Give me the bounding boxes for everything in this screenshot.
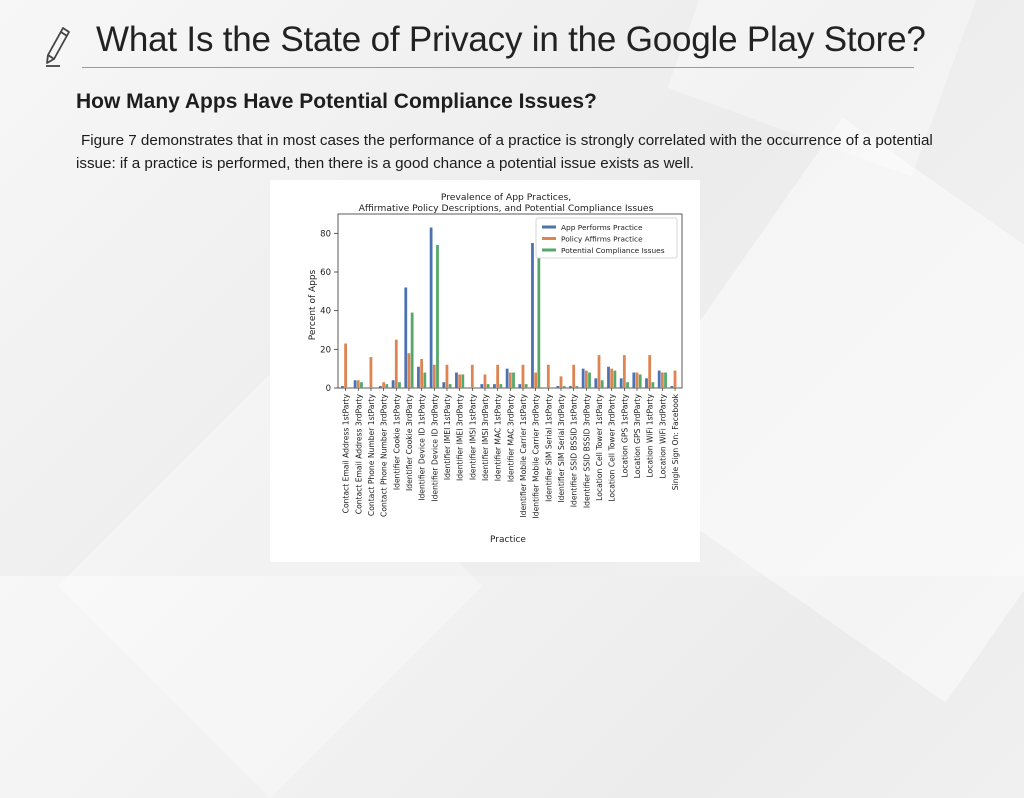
bar-app-performs-practice — [354, 380, 357, 388]
bar-policy-affirms-practice — [623, 355, 626, 388]
x-tick-label: Identifier MAC 1stParty — [494, 393, 503, 481]
chart-title: Affirmative Policy Descriptions, and Potential Compliance Issues — [359, 203, 654, 214]
bar-app-performs-practice — [392, 380, 395, 388]
bar-potential-compliance-issues — [588, 373, 591, 388]
x-tick-label: Location GPS 1stParty — [620, 393, 629, 477]
x-tick-label: Identifier Cookie 1stParty — [392, 393, 401, 490]
figure-7-chart — [270, 180, 700, 562]
bar-policy-affirms-practice — [560, 376, 563, 388]
bar-app-performs-practice — [493, 384, 496, 388]
bar-potential-compliance-issues — [651, 382, 654, 388]
bar-policy-affirms-practice — [344, 344, 347, 388]
x-tick-label: Identifier SIM Serial 3rdParty — [557, 394, 566, 503]
bar-app-performs-practice — [645, 378, 648, 388]
bar-potential-compliance-issues — [525, 384, 528, 388]
bar-app-performs-practice — [404, 287, 407, 388]
bar-app-performs-practice — [658, 371, 661, 388]
bar-app-performs-practice — [620, 378, 623, 388]
bar-policy-affirms-practice — [484, 374, 487, 388]
bar-potential-compliance-issues — [575, 386, 578, 388]
bar-app-performs-practice — [455, 373, 458, 388]
bar-app-performs-practice — [531, 243, 534, 388]
x-tick-label: Identifier SSID BSSID 1stParty — [570, 393, 579, 507]
x-tick-label: Identifier SIM Serial 1stParty — [544, 394, 553, 502]
bar-app-performs-practice — [518, 384, 521, 388]
bar-app-performs-practice — [670, 386, 673, 388]
x-tick-label: Identifier Mobile Carrier 3rdParty — [532, 394, 541, 519]
bar-potential-compliance-issues — [385, 384, 388, 388]
bar-app-performs-practice — [632, 373, 635, 388]
y-tick-label: 20 — [320, 345, 331, 355]
bar-policy-affirms-practice — [648, 355, 651, 388]
x-tick-label: Location WiFi 3rdParty — [658, 394, 667, 479]
bar-potential-compliance-issues — [639, 374, 642, 388]
x-tick-label: Contact Phone Number 3rdParty — [380, 394, 389, 517]
x-tick-label: Identifier SSID BSSID 3rdParty — [582, 393, 591, 508]
x-tick-label: Identifier IMSI 1stParty — [468, 393, 477, 480]
bar-app-performs-practice — [480, 384, 483, 388]
bar-policy-affirms-practice — [509, 373, 512, 388]
bar-policy-affirms-practice — [433, 365, 436, 388]
x-tick-label: Location Cell Tower 1stParty — [595, 394, 604, 501]
bar-potential-compliance-issues — [664, 373, 667, 388]
bar-potential-compliance-issues — [487, 384, 490, 388]
bar-app-performs-practice — [442, 382, 445, 388]
x-axis-label: Practice — [490, 535, 526, 545]
slide-title: What Is the State of Privacy in the Google Play Store? — [96, 20, 926, 60]
x-tick-label: Identifier Cookie 3rdParty — [405, 393, 414, 490]
slide-subtitle: How Many Apps Have Potential Compliance Issues? — [76, 90, 597, 114]
x-tick-label: Identifier IMEI 1stParty — [443, 394, 452, 481]
bar-policy-affirms-practice — [382, 382, 385, 388]
bar-potential-compliance-issues — [626, 382, 629, 388]
bar-app-performs-practice — [582, 369, 585, 388]
bar-policy-affirms-practice — [408, 353, 411, 388]
x-tick-label: Contact Email Address 1stParty — [342, 394, 351, 514]
x-tick-label: Single Sign On: Facebook — [671, 393, 680, 490]
y-tick-label: 60 — [320, 268, 331, 278]
bar-policy-affirms-practice — [661, 373, 664, 388]
bar-app-performs-practice — [379, 386, 382, 388]
x-tick-label: Location Cell Tower 3rdParty — [608, 394, 617, 502]
bar-potential-compliance-issues — [499, 384, 502, 388]
bar-policy-affirms-practice — [610, 369, 613, 388]
bar-policy-affirms-practice — [471, 365, 474, 388]
x-tick-label: Identifier Device ID 1stParty — [418, 394, 427, 501]
x-tick-label: Identifier IMEI 3rdParty — [456, 394, 465, 481]
bar-app-performs-practice — [556, 386, 559, 388]
bar-app-performs-practice — [341, 386, 344, 388]
bar-policy-affirms-practice — [572, 365, 575, 388]
bar-potential-compliance-issues — [423, 373, 426, 388]
bar-policy-affirms-practice — [585, 371, 588, 388]
pencil-icon — [44, 25, 72, 71]
x-tick-label: Contact Email Address 3rdParty — [354, 394, 363, 515]
x-tick-label: Identifier Mobile Carrier 1stParty — [519, 394, 528, 518]
bar-potential-compliance-issues — [601, 380, 604, 388]
bar-potential-compliance-issues — [461, 374, 464, 388]
y-tick-label: 80 — [320, 229, 331, 239]
bar-potential-compliance-issues — [512, 373, 515, 388]
bar-potential-compliance-issues — [563, 386, 566, 388]
bar-app-performs-practice — [430, 228, 433, 388]
bar-potential-compliance-issues — [537, 257, 540, 388]
bar-policy-affirms-practice — [420, 359, 423, 388]
bar-app-performs-practice — [594, 378, 597, 388]
x-tick-label: Identifier MAC 3rdParty — [506, 393, 515, 482]
slide-body-text: Figure 7 demonstrates that in most cases the performance of a practice is strongly correlated with the occurrence of a potential issue: if a practice is performed, then there is a good chance a potential issue exists as well. — [76, 129, 966, 175]
bar-potential-compliance-issues — [398, 382, 401, 388]
bar-potential-compliance-issues — [411, 313, 414, 388]
bar-policy-affirms-practice — [357, 380, 360, 388]
bar-policy-affirms-practice — [446, 365, 449, 388]
bar-app-performs-practice — [569, 386, 572, 388]
bar-app-performs-practice — [417, 367, 420, 388]
x-tick-label: Location WiFi 1stParty — [646, 394, 655, 478]
x-tick-label: Location GPS 3rdParty — [633, 393, 642, 478]
bar-potential-compliance-issues — [360, 382, 363, 388]
y-tick-label: 40 — [320, 307, 331, 317]
bar-policy-affirms-practice — [547, 365, 550, 388]
bar-policy-affirms-practice — [534, 373, 537, 388]
chart-title: Prevalence of App Practices, — [441, 192, 571, 203]
bar-chart — [270, 180, 700, 562]
legend-label: Policy Affirms Practice — [561, 234, 643, 243]
bar-policy-affirms-practice — [522, 365, 525, 388]
bar-policy-affirms-practice — [674, 371, 677, 388]
bar-policy-affirms-practice — [496, 365, 499, 388]
bar-policy-affirms-practice — [598, 355, 601, 388]
bar-app-performs-practice — [607, 367, 610, 388]
title-divider — [82, 67, 914, 68]
legend-label: Potential Compliance Issues — [561, 246, 665, 255]
bar-potential-compliance-issues — [436, 245, 439, 388]
bar-policy-affirms-practice — [395, 340, 398, 388]
bar-policy-affirms-practice — [636, 373, 639, 388]
bar-policy-affirms-practice — [370, 357, 373, 388]
x-tick-label: Identifier Device ID 3rdParty — [430, 394, 439, 502]
x-tick-label: Identifier IMSI 3rdParty — [481, 393, 490, 481]
bar-potential-compliance-issues — [613, 371, 616, 388]
bar-policy-affirms-practice — [458, 374, 461, 388]
x-tick-label: Contact Phone Number 1stParty — [367, 394, 376, 517]
bar-potential-compliance-issues — [449, 384, 452, 388]
bar-app-performs-practice — [506, 369, 509, 388]
y-tick-label: 0 — [326, 384, 331, 394]
y-axis-label: Percent of Apps — [308, 269, 318, 340]
legend-label: App Performs Practice — [561, 223, 643, 232]
